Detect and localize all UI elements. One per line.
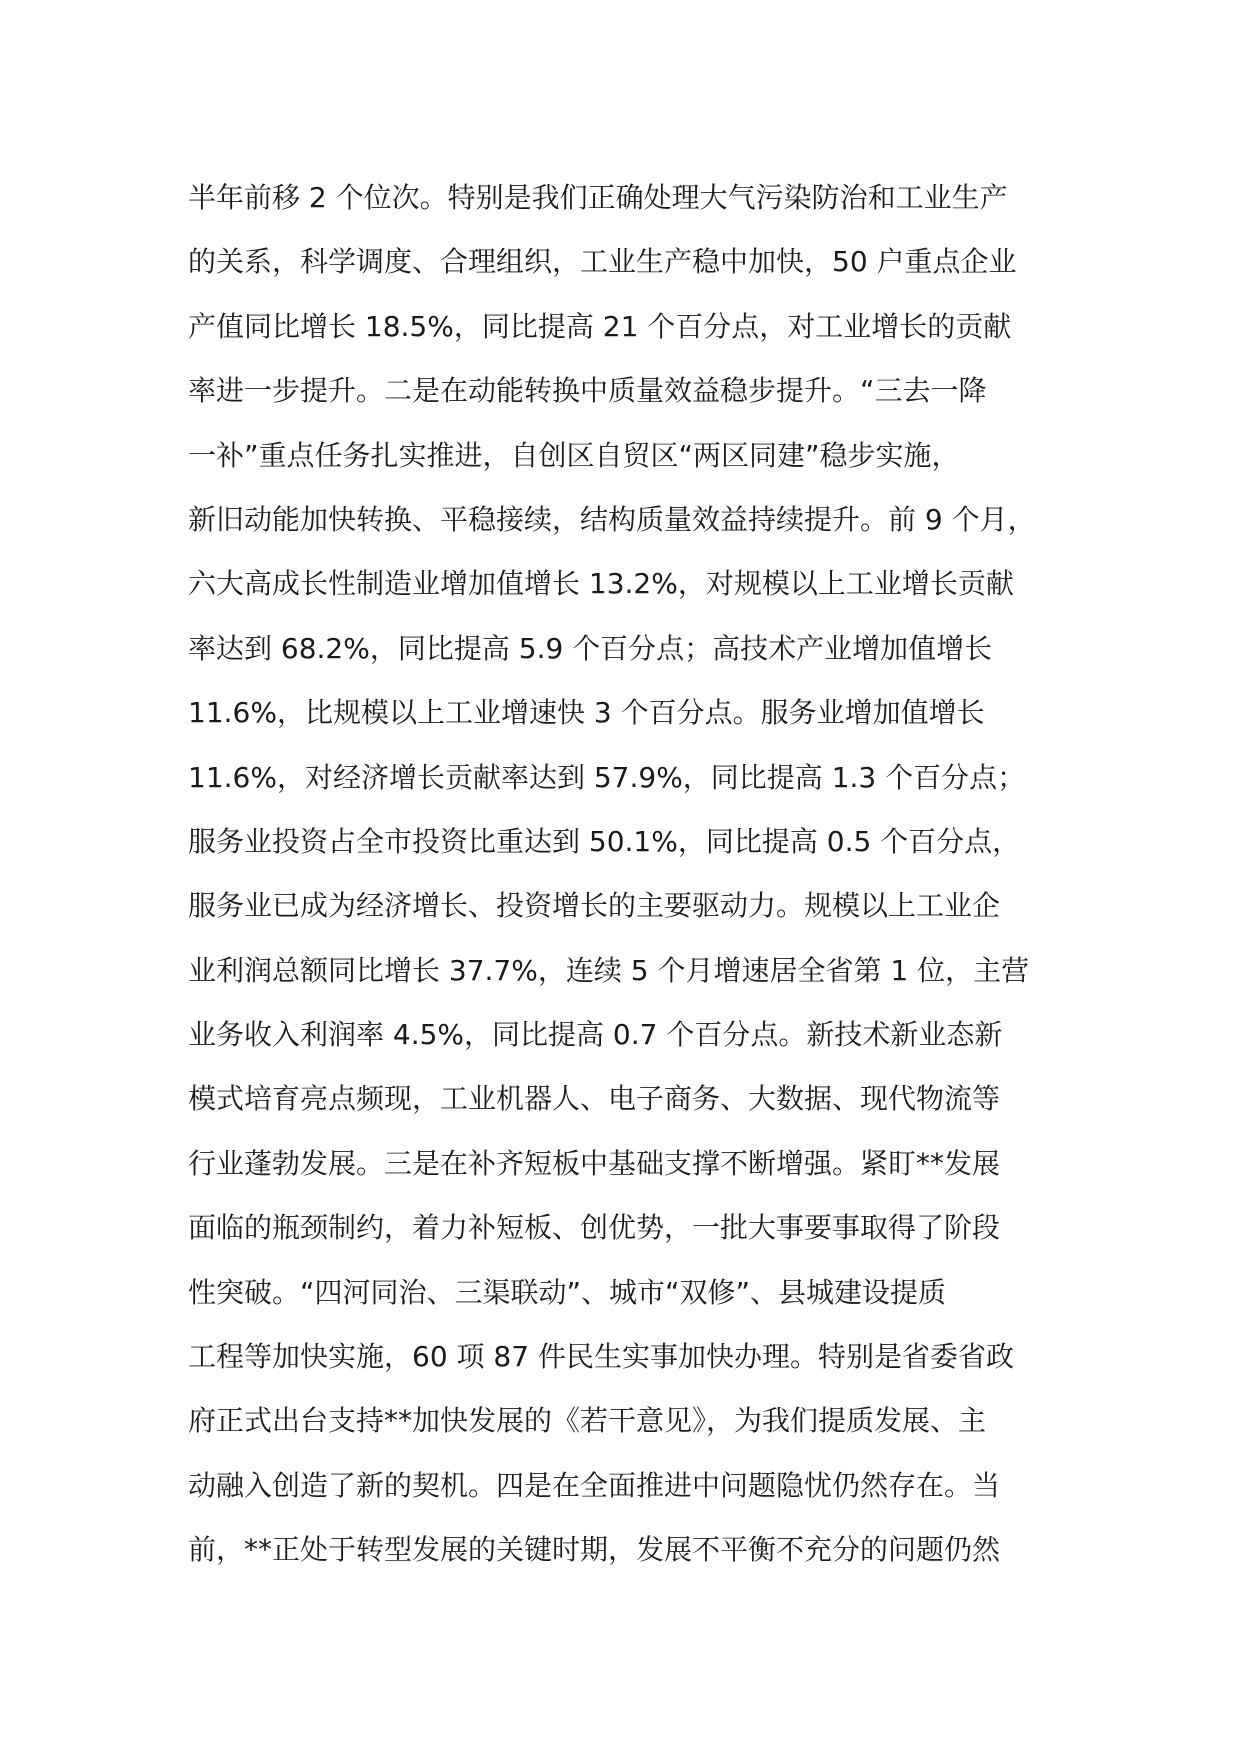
text-line: 服务业投资占全市投资比重达到 50.1%，同比提高 0.5 个百分点， xyxy=(188,824,1021,858)
text-line: 前，**正处于转型发展的关键时期，发展不平衡不充分的问题仍然 xyxy=(188,1533,1001,1567)
text-line: 率进一步提升。二是在动能转换中质量效益稳步提升。“三去一降 xyxy=(188,374,987,408)
text-line: 的关系，科学调度、合理组织，工业生产稳中加快，50 户重点企业 xyxy=(188,245,1017,279)
body-paragraph xyxy=(188,166,1088,1583)
text-line: 性突破。“四河同治、三渠联动”、城市“双修”、县城建设提质 xyxy=(188,1275,947,1309)
text-line: 11.6%，对经济增长贡献率达到 57.9%，同比提高 1.3 个百分点； xyxy=(188,760,1026,794)
text-line: 服务业已成为经济增长、投资增长的主要驱动力。规模以上工业企 xyxy=(188,889,1001,923)
text-line: 行业蓬勃发展。三是在补齐短板中基础支撑不断增强。紧盯**发展 xyxy=(188,1146,1001,1180)
text-line: 动融入创造了新的契机。四是在全面推进中问题隐忧仍然存在。当 xyxy=(188,1468,1001,1502)
text-line: 率达到 68.2%，同比提高 5.9 个百分点；高技术产业增加值增长 xyxy=(188,631,993,665)
text-line: 半年前移 2 个位次。特别是我们正确处理大气污染防治和工业生产 xyxy=(188,181,1008,214)
text-line: 业务收入利润率 4.5%，同比提高 0.7 个百分点。新技术新业态新 xyxy=(188,1018,1003,1052)
text-line: 新旧动能加快转换、平稳接续，结构质量效益持续提升。前 9 个月， xyxy=(188,502,1036,536)
text-line: 产值同比增长 18.5%，同比提高 21 个百分点，对工业增长的贡献 xyxy=(188,309,1012,343)
text-line: 工程等加快实施，60 项 87 件民生实事加快办理。特别是省委省政 xyxy=(188,1340,1014,1374)
text-line: 府正式出台支持**加快发展的《若干意见》，为我们提质发展、主 xyxy=(188,1404,987,1438)
text-line: 业利润总额同比增长 37.7%，连续 5 个月增速居全省第 1 位，主营 xyxy=(188,953,1030,987)
text-line: 面临的瓶颈制约，着力补短板、创优势，一批大事要事取得了阶段 xyxy=(188,1211,1001,1245)
text-line: 六大高成长性制造业增加值增长 13.2%，对规模以上工业增长贡献 xyxy=(188,567,1014,601)
text-line: 11.6%，比规模以上工业增速快 3 个百分点。服务业增加值增长 xyxy=(188,696,985,730)
text-line: 模式培育亮点频现，工业机器人、电子商务、大数据、现代物流等 xyxy=(188,1082,1001,1116)
text-line: 一补”重点任务扎实推进，自创区自贸区“两区同建”稳步实施， xyxy=(188,438,960,472)
